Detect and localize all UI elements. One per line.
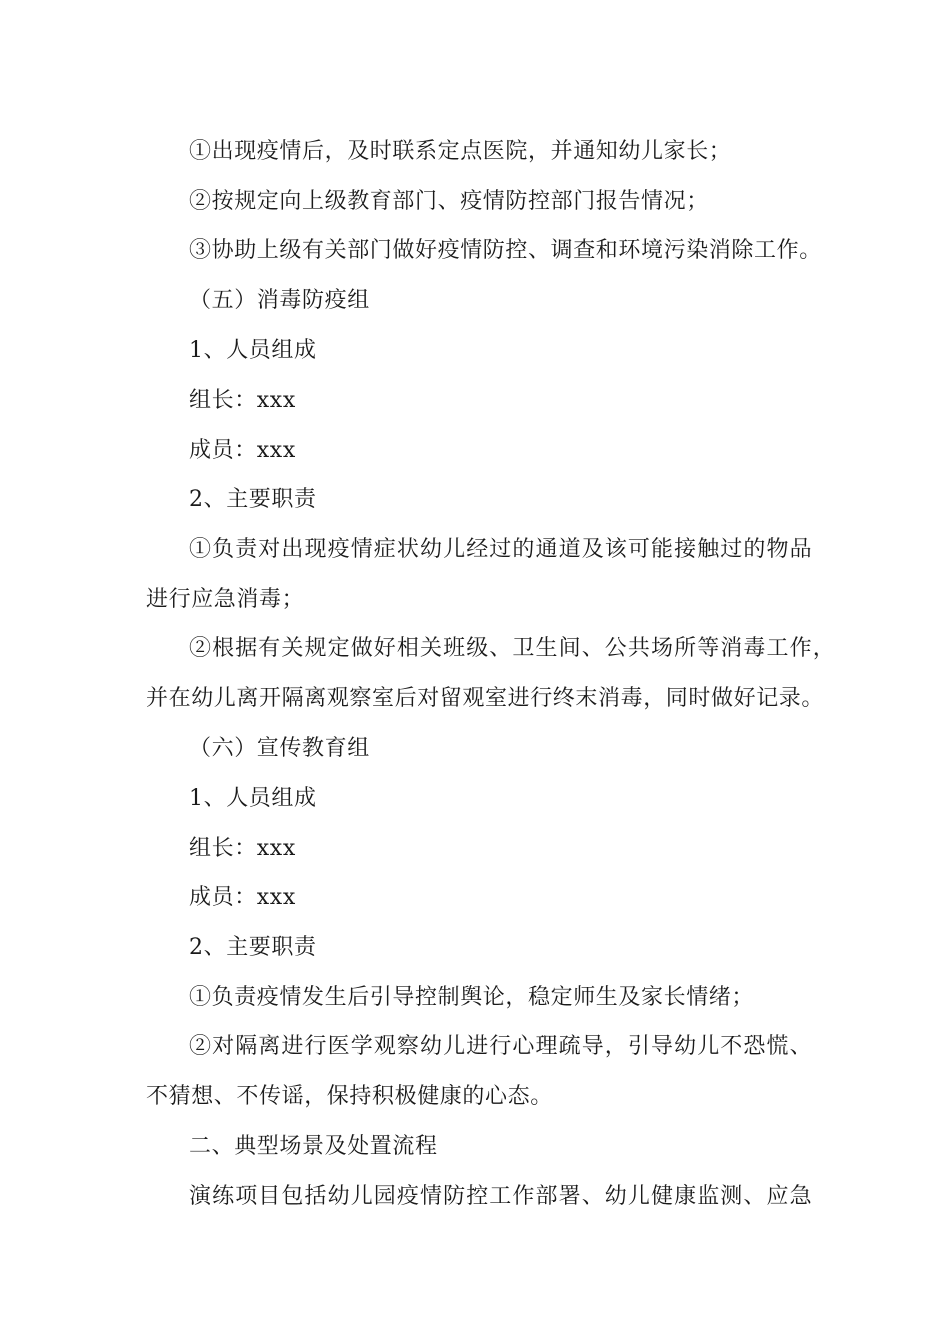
section-heading: （五）消毒防疫组	[189, 288, 370, 313]
paragraph-line: ①出现疫情后，及时联系定点医院，并通知幼儿家长；	[189, 139, 732, 164]
paragraph-line: 组长：xxx	[189, 836, 296, 861]
subheading: 1、人员组成	[189, 786, 317, 811]
paragraph-line: 并在幼儿离开隔离观察室后对留观室进行终末消毒，同时做好记录。	[146, 686, 825, 711]
paragraph-line: ②根据有关规定做好相关班级、卫生间、公共场所等消毒工作，	[189, 636, 836, 661]
section-heading: （六）宣传教育组	[189, 736, 370, 761]
paragraph-line: 不猜想、不传谣，保持积极健康的心态。	[146, 1084, 553, 1109]
paragraph-line: 成员：xxx	[189, 438, 296, 463]
paragraph-line: ③协助上级有关部门做好疫情防控、调查和环境污染消除工作。	[189, 238, 822, 263]
paragraph-line: ②按规定向上级教育部门、疫情防控部门报告情况；	[189, 189, 709, 214]
paragraph-line: 演练项目包括幼儿园疫情防控工作部署、幼儿健康监测、应急	[189, 1184, 813, 1209]
paragraph-line: ①负责对出现疫情症状幼儿经过的通道及该可能接触过的物品	[189, 537, 813, 562]
paragraph-line: ②对隔离进行医学观察幼儿进行心理疏导，引导幼儿不恐慌、	[189, 1034, 813, 1059]
paragraph-line: 成员：xxx	[189, 885, 296, 910]
paragraph-line: 进行应急消毒；	[146, 587, 305, 612]
paragraph-line: ①负责疫情发生后引导控制舆论，稳定师生及家长情绪；	[189, 985, 755, 1010]
section-heading: 二、典型场景及处置流程	[189, 1134, 438, 1159]
subheading: 1、人员组成	[189, 338, 317, 363]
subheading: 2、主要职责	[189, 935, 317, 960]
paragraph-line: 组长：xxx	[189, 388, 296, 413]
subheading: 2、主要职责	[189, 487, 317, 512]
